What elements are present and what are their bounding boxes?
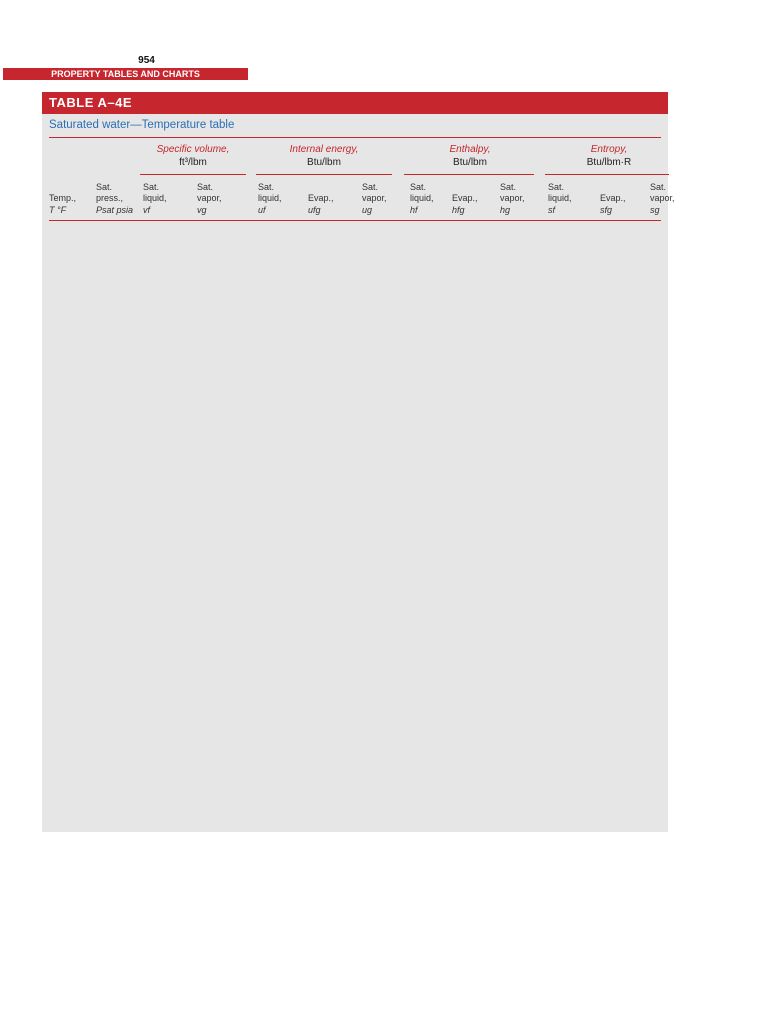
column-header-sfg: Evap.,: [600, 193, 626, 203]
column-symbol-ug: ug: [362, 205, 373, 215]
column-header-hfg: Evap.,: [452, 193, 478, 203]
column-symbol-sfg: sfg: [600, 205, 613, 215]
column-header-vf: Sat. liquid,: [143, 182, 167, 203]
group-header-title: Specific volume,: [156, 144, 230, 155]
column-header-hg: Sat. vapor,: [500, 182, 525, 203]
group-header-entropy: [545, 143, 673, 169]
table-panel: [42, 92, 668, 832]
column-symbol-sf: sf: [548, 205, 556, 215]
title-rule: [49, 137, 661, 138]
group-rule-specific-volume: [140, 174, 246, 175]
group-header-enthalpy: [400, 143, 540, 169]
column-symbol-ufg: ufg: [308, 205, 321, 215]
column-header-ufg: Evap.,: [308, 193, 334, 203]
column-header-hf: Sat. liquid,: [410, 182, 434, 203]
table-banner: [42, 92, 668, 114]
group-header-title: Internal energy,: [289, 144, 359, 155]
column-symbol-sg: sg: [650, 205, 660, 215]
group-header-specific-volume: [140, 143, 246, 169]
column-header-vg: Sat. vapor,: [197, 182, 222, 203]
column-symbol-hf: hf: [410, 205, 418, 215]
column-symbol-hfg: hfg: [452, 205, 465, 215]
group-header-unit: Btu/lbm·R: [586, 157, 632, 168]
group-header-unit: Btu/lbm: [307, 157, 341, 168]
group-header-unit: Btu/lbm: [453, 157, 487, 168]
header-rule: [49, 220, 661, 221]
group-rule-entropy: [545, 174, 669, 175]
column-symbol-hg: hg: [500, 205, 511, 215]
column-header-temp: Temp.,: [49, 193, 77, 203]
column-symbol-vf: vf: [143, 205, 151, 215]
table-id: TABLE A–4E: [49, 95, 133, 110]
column-symbol-vg: vg: [197, 205, 207, 215]
column-header-uf: Sat. liquid,: [258, 182, 282, 203]
column-header-ug: Sat. vapor,: [362, 182, 387, 203]
page-number: 954: [138, 55, 155, 66]
group-header-unit: ft³/lbm: [179, 157, 207, 168]
group-header-title: Enthalpy,: [449, 144, 491, 155]
column-header-sg: Sat. vapor,: [650, 182, 675, 203]
column-symbol-temp: T °F: [49, 205, 67, 215]
group-header-title: Entropy,: [590, 144, 628, 155]
column-header-sat-press: Sat. press.,: [96, 182, 124, 203]
table-title: Saturated water—Temperature table: [49, 119, 235, 131]
running-head: PROPERTY TABLES AND CHARTS: [3, 68, 248, 80]
group-rule-enthalpy: [404, 174, 534, 175]
group-header-internal-energy: [254, 143, 394, 169]
column-symbol-sat-press: Psat psia: [96, 205, 134, 215]
column-header-sf: Sat. liquid,: [548, 182, 572, 203]
column-symbol-uf: uf: [258, 205, 266, 215]
group-rule-internal-energy: [256, 174, 392, 175]
